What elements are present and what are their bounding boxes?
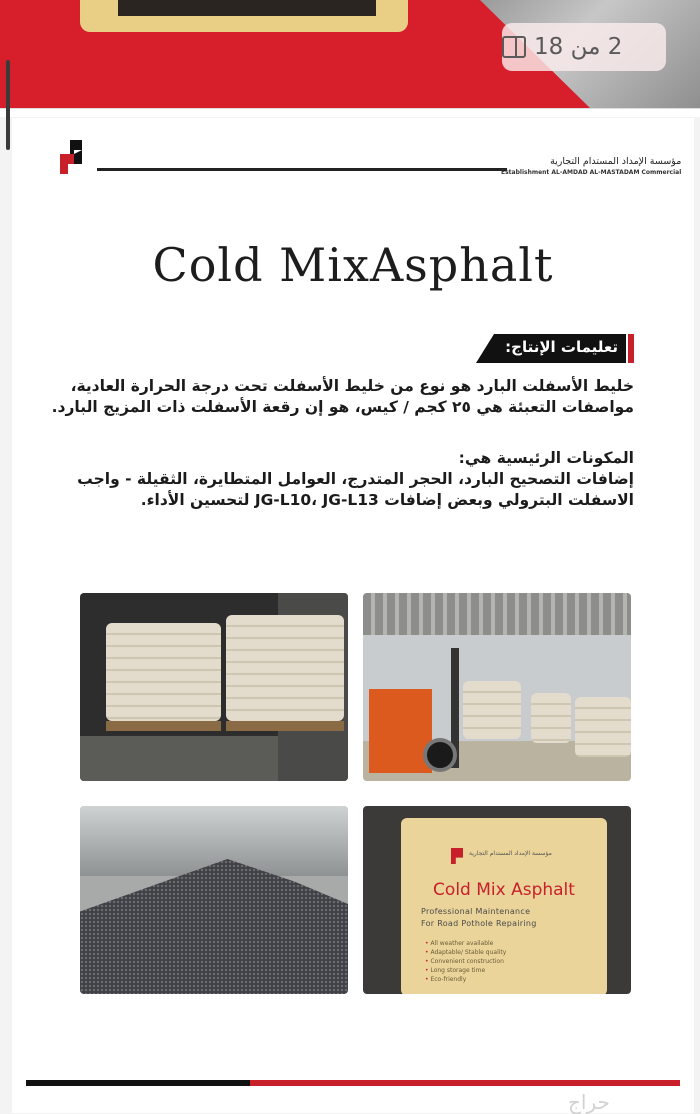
section-tag-label: تعليمات الإنتاج: bbox=[505, 338, 618, 356]
site-watermark: حراج bbox=[568, 1090, 610, 1114]
page-counter-text: 2 من 18 bbox=[534, 34, 623, 60]
scrollbar[interactable] bbox=[6, 60, 10, 150]
bag-feature: • All weather available bbox=[425, 939, 506, 948]
intro-paragraph: خليط الأسفلت البارد هو نوع من خليط الأسفلت تحت درجة الحرارة العادية، مواصفات التعبئة هي ٢٥ كجم / كيس، هو إن رقعة الأسفلت ذات المزيج البارد. bbox=[51, 377, 634, 416]
document-page bbox=[12, 118, 694, 1113]
bag-company: مؤسسة الإمداد المستدام التجارية bbox=[469, 850, 552, 857]
company-name bbox=[501, 156, 681, 176]
photo-aggregate-pile bbox=[80, 806, 348, 994]
bag-feature: • Convenient construction bbox=[425, 957, 506, 966]
bag-subtitle-line1: Professional Maintenance bbox=[421, 907, 531, 916]
company-logo bbox=[60, 140, 82, 174]
bag-feature-list bbox=[425, 939, 506, 984]
sidebar-toggle-icon[interactable] bbox=[502, 36, 526, 58]
bag-logo-icon bbox=[451, 848, 463, 864]
photo-forklift-warehouse bbox=[363, 593, 631, 781]
bag-subtitle-line2: For Road Pothole Repairing bbox=[421, 919, 537, 928]
bag-title: Cold Mix Asphalt bbox=[433, 880, 575, 900]
photo-product-bag bbox=[363, 806, 631, 994]
section-tag bbox=[476, 334, 634, 363]
footer-bar-black bbox=[26, 1080, 250, 1086]
document-title: Cold MixAsphalt bbox=[152, 238, 554, 292]
components-heading: المكونات الرئيسية هي: bbox=[458, 449, 634, 467]
bag-feature: • Adaptable/ Stable quality bbox=[425, 948, 506, 957]
page-separator bbox=[0, 108, 700, 117]
company-name-ar: مؤسسة الإمداد المستدام التجارية bbox=[550, 156, 682, 167]
product-bag bbox=[401, 818, 607, 994]
bag-feature: • Long storage time bbox=[425, 966, 506, 975]
header-divider bbox=[97, 168, 507, 171]
previous-page-bag bbox=[80, 0, 408, 32]
bag-subtitle bbox=[421, 906, 537, 930]
bag-feature: • Eco-friendly bbox=[425, 975, 506, 984]
components-block bbox=[44, 448, 634, 511]
page-counter[interactable] bbox=[502, 23, 666, 71]
components-text: إضافات التصحيح البارد، الحجر المتدرج، العوامل المتطايرة، الثقيلة - واجب الاسفلت البترولي وبعض إضافات JG-L10، JG-L13 لتحسين الأداء. bbox=[77, 470, 634, 509]
footer-bar-red bbox=[250, 1080, 680, 1086]
photo-container-pallets bbox=[80, 593, 348, 781]
company-name-en: Establishment AL-AMDAD AL-MASTADAM Commercial bbox=[501, 169, 682, 176]
